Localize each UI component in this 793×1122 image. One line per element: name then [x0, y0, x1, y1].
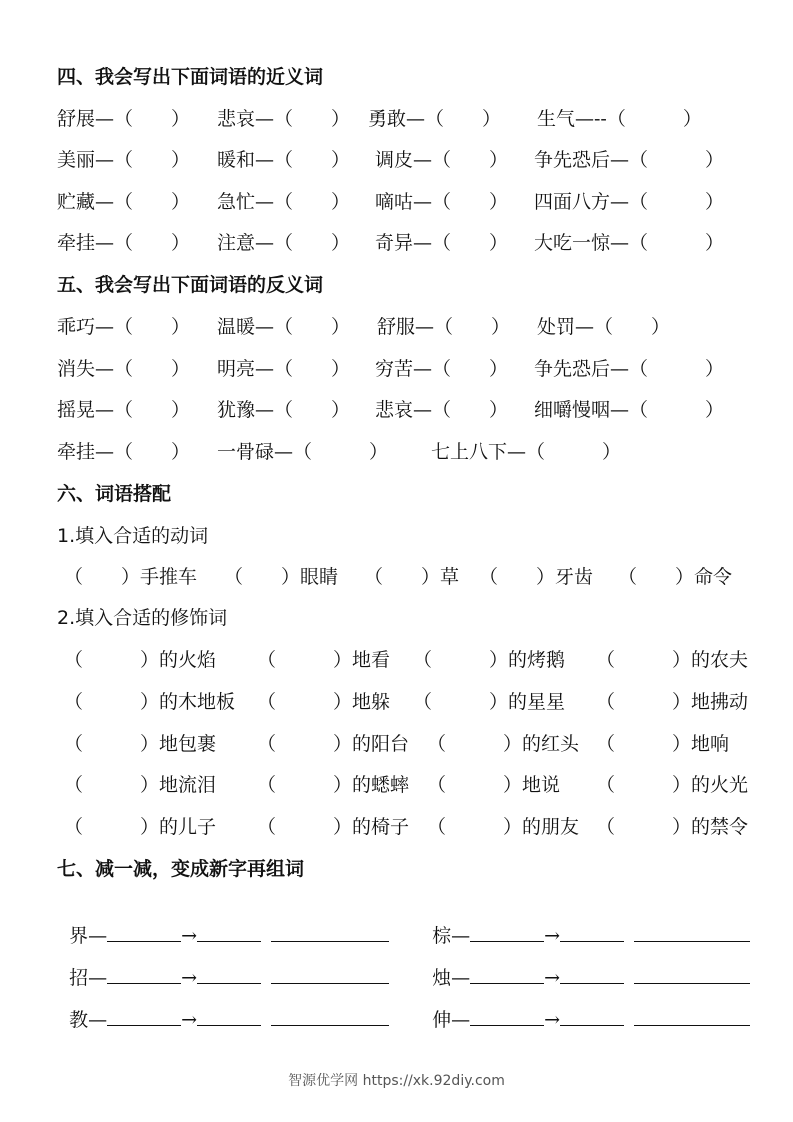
s4-r2-c3: 四面八方—（ ）: [534, 191, 725, 213]
s6-p1-item3: （ ）牙齿: [479, 566, 594, 588]
s6-p2-r1-c2: （ ）的星星: [413, 691, 566, 713]
s7-r0-left-blank3[interactable]: [271, 923, 389, 942]
s6-p2-r4-c1: （ ）的椅子: [257, 816, 410, 838]
s6-p2-r4-c0: （ ）的儿子: [64, 816, 217, 838]
s6-p2-r3-c2: （ ）地说: [427, 774, 561, 796]
s6-p2-r4-c3: （ ）的禁令: [596, 816, 749, 838]
s7-r2-right-blank2[interactable]: [560, 1007, 624, 1026]
s5-r3-c0: 牵挂—（ ）: [57, 441, 191, 463]
s7-r2-right-arrow: →: [544, 1009, 561, 1031]
s6-p2-r2-c3: （ ）地响: [596, 733, 730, 755]
s7-r1-left-blank2[interactable]: [197, 965, 261, 984]
s7-r2-left-blank1[interactable]: [107, 1007, 181, 1026]
s4-r2-c2: 嘀咕—（ ）: [375, 191, 509, 213]
s7-r1-left-blank1[interactable]: [107, 965, 181, 984]
s6-p2-r2-c1: （ ）的阳台: [257, 733, 410, 755]
s4-r0-c3: 生气—--（ ）: [537, 108, 702, 130]
page-footer: 智源优学网 https://xk.92diy.com: [288, 1073, 505, 1089]
s5-r1-c1: 明亮—（ ）: [217, 358, 351, 380]
section6-part2-title: 2.填入合适的修饰词: [57, 607, 228, 629]
s7-r1-right-blank2[interactable]: [560, 965, 624, 984]
s7-r2-right: [420, 983, 750, 1032]
s7-r1-left-char: 招—: [69, 967, 108, 989]
s6-p1-item2: （ ）草: [364, 566, 460, 588]
s7-r0-right-char: 棕—: [432, 925, 471, 947]
s6-p2-r1-c1: （ ）地躲: [257, 691, 391, 713]
s6-p1-item0: （ ）手推车: [64, 566, 198, 588]
s5-r3-c1: 一骨碌—（ ）: [217, 441, 389, 463]
s4-r3-c3: 大吃一惊—（ ）: [534, 232, 725, 254]
s4-r3-c1: 注意—（ ）: [217, 232, 351, 254]
s7-r1-right-blank3[interactable]: [634, 965, 750, 984]
s4-r1-c3: 争先恐后—（ ）: [534, 149, 725, 171]
s7-r2-right-char: 伸—: [432, 1009, 471, 1031]
s7-r2-right-blank3[interactable]: [634, 1007, 750, 1026]
s7-r1-right-arrow: →: [544, 967, 561, 989]
s6-p2-r1-c0: （ ）的木地板: [64, 691, 236, 713]
s5-r2-c1: 犹豫—（ ）: [217, 399, 351, 421]
s7-r1-left-blank3[interactable]: [271, 965, 389, 984]
s6-p2-r3-c0: （ ）地流泪: [64, 774, 217, 796]
s5-r2-c2: 悲哀—（ ）: [375, 399, 509, 421]
s5-r1-c2: 穷苦—（ ）: [375, 358, 509, 380]
s7-r2-left-char: 教—: [69, 1009, 108, 1031]
s7-r1-right-char: 烛—: [432, 967, 471, 989]
s7-r0-left-blank2[interactable]: [197, 923, 261, 942]
s6-p2-r3-c3: （ ）的火光: [596, 774, 749, 796]
s5-r1-c0: 消失—（ ）: [57, 358, 191, 380]
section7-title: 七、减一减，变成新字再组词: [57, 858, 305, 880]
s6-p2-r0-c1: （ ）地看: [257, 649, 391, 671]
s4-r3-c2: 奇异—（ ）: [375, 232, 509, 254]
s5-r0-c0: 乖巧—（ ）: [57, 316, 191, 338]
s4-r1-c1: 暖和—（ ）: [217, 149, 351, 171]
s7-r0-right-blank2[interactable]: [560, 923, 624, 942]
s6-p2-r2-c0: （ ）地包裹: [64, 733, 217, 755]
s5-r0-c1: 温暖—（ ）: [217, 316, 351, 338]
s6-p1-item4: （ ）命令: [618, 566, 733, 588]
s6-p2-r4-c2: （ ）的朋友: [427, 816, 580, 838]
section5-title: 五、我会写出下面词语的反义词: [57, 274, 324, 296]
s4-r0-c0: 舒展—（ ）: [57, 108, 191, 130]
s6-p2-r1-c3: （ ）地拂动: [596, 691, 749, 713]
s7-r2-left-arrow: →: [181, 1009, 198, 1031]
s4-r1-c2: 调皮—（ ）: [375, 149, 509, 171]
s6-p2-r0-c0: （ ）的火焰: [64, 649, 217, 671]
s6-p1-item1: （ ）眼睛: [224, 566, 339, 588]
s6-p2-r3-c1: （ ）的蟋蟀: [257, 774, 410, 796]
s7-r2-right-blank1[interactable]: [470, 1007, 544, 1026]
s4-r3-c0: 牵挂—（ ）: [57, 232, 191, 254]
section4-title: 四、我会写出下面词语的近义词: [57, 66, 324, 88]
s7-r1-left-arrow: →: [181, 967, 198, 989]
s4-r0-c1: 悲哀—（ ）: [217, 108, 351, 130]
s5-r0-c2: 舒服—（ ）: [377, 316, 511, 338]
s7-r0-right-blank3[interactable]: [634, 923, 750, 942]
s5-r3-c2: 七上八下—（ ）: [431, 441, 622, 463]
s4-r1-c0: 美丽—（ ）: [57, 149, 191, 171]
s4-r2-c1: 急忙—（ ）: [217, 191, 351, 213]
s6-p2-r0-c2: （ ）的烤鹅: [413, 649, 566, 671]
s7-r2-left: [57, 983, 389, 1032]
section6-part1-title: 1.填入合适的动词: [57, 525, 209, 547]
s7-r0-left-char: 界—: [69, 925, 108, 947]
s4-r2-c0: 贮藏—（ ）: [57, 191, 191, 213]
s7-r2-left-blank3[interactable]: [271, 1007, 389, 1026]
s5-r2-c0: 摇晃—（ ）: [57, 399, 191, 421]
section6-title: 六、词语搭配: [57, 483, 172, 505]
s7-r2-left-blank2[interactable]: [197, 1007, 261, 1026]
s7-r1-right-blank1[interactable]: [470, 965, 544, 984]
s6-p2-r0-c3: （ ）的农夫: [596, 649, 749, 671]
s5-r1-c3: 争先恐后—（ ）: [534, 358, 725, 380]
s6-p2-r2-c2: （ ）的红头: [427, 733, 580, 755]
s7-r0-right-arrow: →: [544, 925, 561, 947]
s7-r0-right-blank1[interactable]: [470, 923, 544, 942]
s4-r0-c2: 勇敢—（ ）: [368, 108, 502, 130]
s7-r0-left-arrow: →: [181, 925, 198, 947]
s5-r2-c3: 细嚼慢咽—（ ）: [534, 399, 725, 421]
s5-r0-c3: 处罚—（ ）: [537, 316, 671, 338]
s7-r0-left-blank1[interactable]: [107, 923, 181, 942]
